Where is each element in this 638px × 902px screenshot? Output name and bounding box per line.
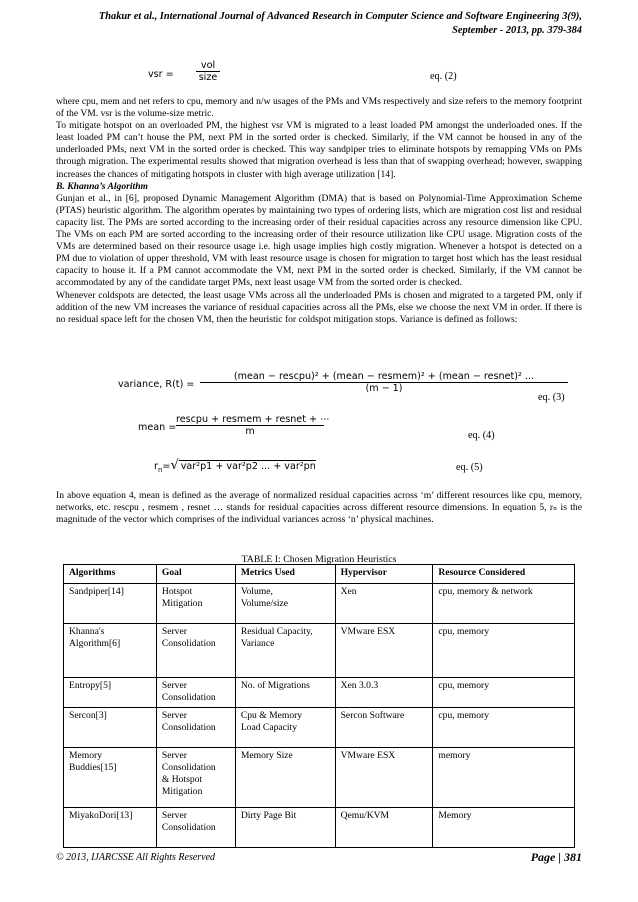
header-hypervisor: Hypervisor [335, 565, 433, 584]
eq5-label: eq. (5) [456, 462, 483, 473]
table-header-row [64, 565, 575, 584]
body-text-bottom [56, 490, 582, 526]
paragraph-1: where cpu, mem and net refers to cpu, memory and n/w usages of the PMs and VMs respectively and size refers to the memory footprint of the VM. vsr is the volume-size metric. [56, 96, 582, 120]
table-cell: Khanna's Algorithm[6] [64, 624, 157, 678]
table-cell: Dirty Page Bit [235, 808, 335, 848]
table-row [64, 708, 575, 748]
table-row [64, 624, 575, 678]
eq5-lhs-subscript: n [157, 465, 163, 474]
paragraph-4: Whenever coldspots are detected, the least usage VMs across all the underloaded PMs is chosen and migrated to a targeted PM, only if addition of the new VM increases the variance of residual capacities across all the PMs, else we choose the next VM in order. If there is no residual space left for the chosen VM, then the heuristic for coldspot mitigation stops. Variance is defined as follows: [56, 289, 582, 325]
section-title: Khanna’s Algorithm [67, 180, 148, 192]
heuristics-table [63, 564, 575, 848]
table-row [64, 748, 575, 808]
table-cell: memory [433, 748, 575, 808]
table-cell: Memory [433, 808, 575, 848]
paragraph-5: In above equation 4, mean is defined as the average of normalized residual capacities across ‘m’ different resources like cpu, memory, networks, etc. rescpu , resmem , resnet … stands for residual capacities across different resource dimensions. In equation 5, rₙ is the magnitude of the vector which comprises of the individual variances across ‘n’ physical machines. [56, 490, 582, 526]
table-row [64, 678, 575, 708]
eq2-numerator: vol [200, 60, 216, 71]
table-cell: Server Consolidation [156, 678, 235, 708]
eq4-lhs: mean = [138, 422, 177, 433]
section-label: B. [56, 180, 65, 192]
body-text-top [56, 96, 582, 326]
eq5-lhs: r [154, 461, 158, 472]
table-cell: Residual Capacity, Variance [235, 624, 335, 678]
table-cell: Server Consolidation [156, 624, 235, 678]
header-journal-line: Thakur et al., International Journal of Advanced Research in Computer Science and Software Engineering 3(9), [98, 11, 582, 22]
table-cell: Xen 3.0.3 [335, 678, 433, 708]
table-cell: cpu, memory [433, 624, 575, 678]
footer-page-number: Page | 381 [530, 850, 582, 864]
table-cell: Volume, Volume/size [235, 584, 335, 624]
table-cell: Sercon[3] [64, 708, 157, 748]
table-cell: MiyakoDori[13] [64, 808, 157, 848]
table-cell: cpu, memory & network [433, 584, 575, 624]
eq2-denominator: size [196, 71, 220, 83]
table-row [64, 808, 575, 848]
table-cell: Sandpiper[14] [64, 584, 157, 624]
table-cell: Server Consolidation [156, 808, 235, 848]
eq3-numerator: (mean − rescpu)² + (mean − resmem)² + (mean − resnet)² ... [233, 371, 535, 382]
table-cell: Qemu/KVM [335, 808, 433, 848]
table-cell: cpu, memory [433, 708, 575, 748]
table-cell: Sercon Software [335, 708, 433, 748]
page-footer [56, 852, 582, 863]
table-cell: Entropy[5] [64, 678, 157, 708]
table-cell: cpu, memory [433, 678, 575, 708]
eq2-lhs: vsr = [148, 69, 174, 80]
table-cell: Memory Buddies[15] [64, 748, 157, 808]
table-cell: VMware ESX [335, 748, 433, 808]
header-algorithms: Algorithms [64, 565, 157, 584]
eq4-denominator: m [176, 425, 324, 437]
table-cell: Xen [335, 584, 433, 624]
eq4-label: eq. (4) [468, 430, 495, 441]
footer-copyright: © 2013, IJARCSSE All Rights Reserved [56, 852, 216, 863]
eq3-denominator: (m − 1) [200, 382, 568, 394]
table-cell: Cpu & Memory Load Capacity [235, 708, 335, 748]
eq2-label: eq. (2) [430, 71, 457, 82]
eq3-label: eq. (3) [538, 392, 565, 403]
table-cell: Server Consolidation [156, 708, 235, 748]
header-resource: Resource Considered [433, 565, 575, 584]
eq3-lhs: variance, R(t) = [118, 379, 195, 390]
eq5-radicand: var²p1 + var²p2 ... + var²pn [180, 461, 316, 472]
section-heading [56, 181, 582, 193]
equation-5 [154, 458, 316, 474]
paragraph-3: Gunjan et al., in [6], proposed Dynamic Management Algorithm (DMA) that is based on Polynomial-Time Approximation Scheme (PTAS) heuristic algorithm. The algorithm operates by maintaining two types of ordering lists, which are migration cost list and residual capacity list. The PMs are sorted according to the increasing order of their residual capacities across any resource dimension like CPU. The VMs on each PM are sorted according to the increasing order of their resource utilization like CPU usage. Migration costs of the VMs are determined based on their resource usage i.e. high usage implies high costly migration. Whenever a hotspot is detected on a PM due to violation of upper threshold, VM with least resource usage is chosen for migration to target host which has the least residual capacity to house it. If a PM cannot accommodate the VM, next PM in the sorted order is checked. Similarly, if the VM cannot be accommodated by any of the candidate target PMs, next least usage VM from the sorted order is checked. [56, 192, 582, 289]
header-goal: Goal [156, 565, 235, 584]
table-cell: Server Consolidation & Hotspot Mitigation [156, 748, 235, 808]
table-row [64, 584, 575, 624]
running-header [56, 10, 582, 38]
table-caption: TABLE I: Chosen Migration Heuristics [241, 554, 397, 565]
header-metrics: Metrics Used [235, 565, 335, 584]
eq5-equals: = [162, 461, 171, 472]
header-date-line: September - 2013, pp. 379-384 [452, 25, 582, 36]
eq4-numerator: rescpu + resmem + resnet + ⋯ [176, 414, 330, 425]
sqrt-icon: √ [170, 458, 179, 473]
table-cell: VMware ESX [335, 624, 433, 678]
table-cell: Memory Size [235, 748, 335, 808]
table-cell: No. of Migrations [235, 678, 335, 708]
table-cell: Hotspot Mitigation [156, 584, 235, 624]
paragraph-2: To mitigate hotspot on an overloaded PM, the highest vsr VM is migrated to a least loaded PM amongst the underloaded ones. If the least loaded PM can’t house the PM, next PM in the sorted order is checked. Similarly, if the VM cannot be housed in any of the underloaded PMs, next VM in the sorted order is checked. This way sandpiper tries to eliminate hotspots by remapping VMs on PMs through migration. The experimental results showed that migration overhead is less than that of swapping overhead; however, swapping increases the chances of mitigating hotspots in cluster with high average utilization [14]. [56, 120, 582, 180]
